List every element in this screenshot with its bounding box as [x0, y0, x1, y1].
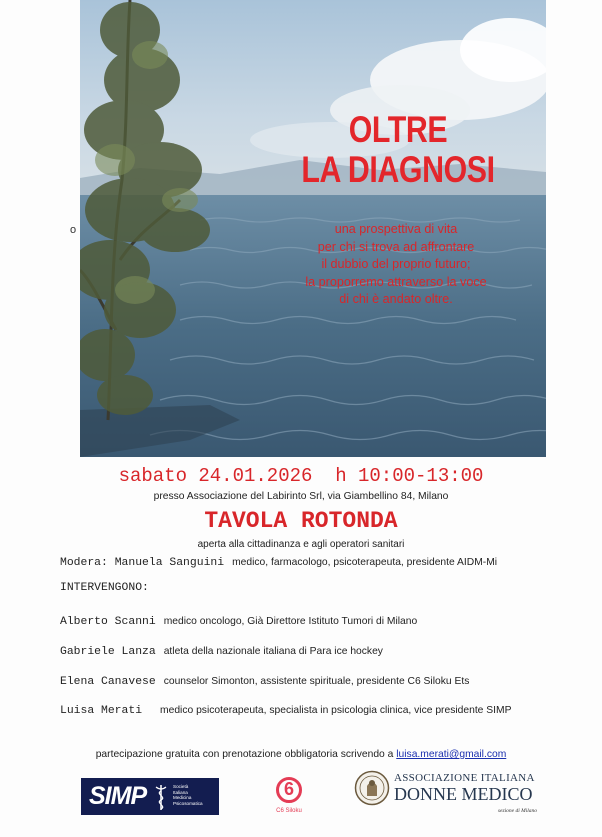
simp-caption: Società Italiana Medicina Psicosomatica — [173, 784, 203, 806]
tagline-line: per chi si trova ad affrontare — [317, 239, 475, 254]
speaker-row — [60, 646, 383, 658]
c6-mark: 6 — [283, 779, 294, 799]
speaker-role: counselor Simonton, assistente spirituale, presidente C6 Siloku Ets — [163, 676, 470, 687]
speaker-role: atleta della nazionale italiana di Para ice hockey — [163, 646, 383, 657]
registration-note — [0, 749, 602, 760]
speaker-row — [60, 616, 417, 628]
simp-mark: SIMP — [89, 782, 147, 810]
tagline — [272, 221, 520, 309]
caduceus-icon — [153, 783, 169, 811]
moderator-name: Manuela Sanguini — [114, 557, 225, 569]
aidm-logo — [354, 770, 539, 818]
title-line-2: LA DIAGNOSI — [301, 148, 495, 190]
email-link[interactable]: luisa.merati@gmail.com — [396, 749, 507, 760]
tagline-line: la proporremo attraverso la voce — [305, 274, 487, 289]
speakers-label: INTERVENGONO: — [60, 582, 149, 594]
registration-text: partecipazione gratuita con prenotazione obbligatoria scrivendo a — [95, 749, 394, 760]
event-venue: presso Associazione del Labirinto Srl, via Giambellino 84, Milano — [153, 491, 449, 502]
speaker-name: Gabriele Lanza — [60, 646, 156, 658]
speaker-name: Luisa Merati — [60, 705, 143, 717]
aidm-line2: DONNE MEDICO — [394, 784, 533, 804]
speaker-name: Alberto Scanni — [60, 616, 156, 628]
c6-siloku-logo — [270, 775, 310, 825]
poster-title — [301, 110, 495, 190]
moderator-label: Modera: Manuela Sanguini — [60, 557, 225, 569]
speaker-role: medico psicoterapeuta, specialista in psicologia clinica, vice presidente SIMP — [160, 705, 512, 716]
aidm-line3: sezione di Milano — [497, 808, 537, 814]
stray-mark: o — [70, 224, 77, 236]
event-date: sabato 24.01.2026 h 10:00-13:00 — [118, 465, 484, 487]
aidm-line1: ASSOCIAZIONE ITALIANA — [394, 772, 535, 784]
c6-caption: C6 Siloku — [276, 808, 302, 814]
simp-logo — [81, 778, 219, 815]
tagline-line: una prospettiva di vita — [334, 222, 458, 236]
moderator-role: medico, farmacologo, psicoterapeuta, presidente AIDM-Mi — [232, 557, 498, 568]
event-heading: TAVOLA ROTONDA — [204, 508, 398, 534]
title-line-1: OLTRE — [348, 109, 448, 150]
speaker-row — [60, 705, 511, 717]
tagline-line: di chi è andato oltre. — [339, 292, 453, 306]
event-audience: aperta alla cittadinanza e agli operatori sanitari — [197, 539, 405, 550]
moderator-row — [60, 557, 497, 569]
speaker-name: Elena Canavese — [60, 676, 156, 688]
tagline-line: il dubbio del proprio futuro; — [321, 257, 471, 271]
speaker-row — [60, 676, 469, 688]
seal-icon — [354, 770, 390, 806]
speaker-role: medico oncologo, Già Direttore Istituto Tumori di Milano — [163, 616, 418, 627]
